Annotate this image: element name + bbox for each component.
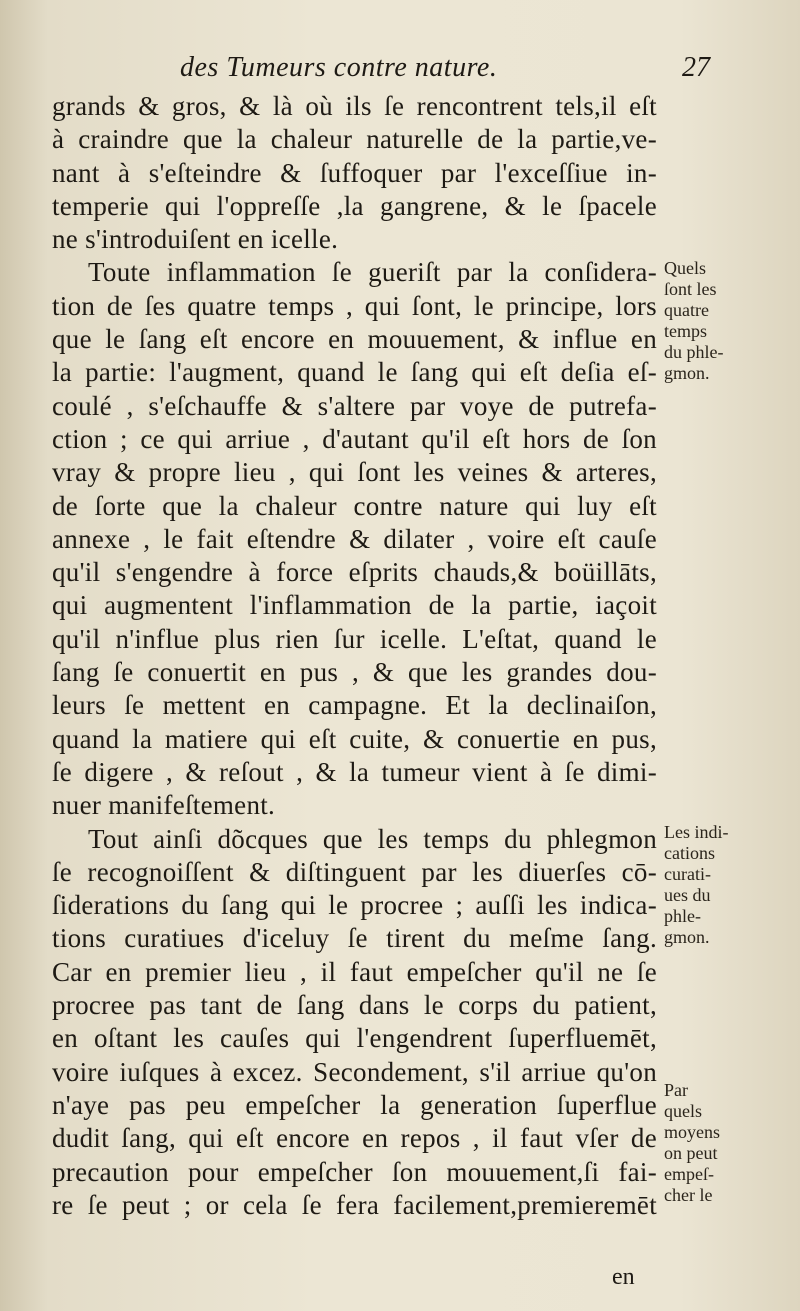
text-line: qui augmentent l'inflammation de la partie, iaçoit xyxy=(52,590,657,621)
margin-note-line: phle- xyxy=(664,906,701,926)
margin-note-line: cher le xyxy=(664,1185,713,1205)
margin-note-line: quatre xyxy=(664,300,709,320)
text-line: de ſorte que la chaleur contre nature qui luy eſt xyxy=(52,490,657,521)
paragraph-start-line: Toute inflammation ſe gueriſt par la conſidera- xyxy=(88,257,657,288)
margin-note-line: gmon. xyxy=(664,363,710,383)
text-line: que le ſang eſt encore en mouuement, & influe en xyxy=(52,324,657,355)
text-line: n'aye pas peu empeſcher la generation ſuperflue xyxy=(52,1089,657,1120)
margin-note-four-times xyxy=(664,258,794,384)
text-line: precaution pour empeſcher ſon mouuement,ſi fai- xyxy=(52,1156,657,1187)
text-line: coulé , s'eſchauffe & s'altere par voye de putrefa- xyxy=(52,390,657,421)
margin-note-indications xyxy=(664,822,794,948)
text-line: quand la matiere qui eſt cuite, & conuertie en pus, xyxy=(52,723,657,754)
text-line: à craindre que la chaleur naturelle de la partie,ve- xyxy=(52,124,657,155)
text-line: en oſtant les cauſes qui l'engendrent ſuperfluemēt, xyxy=(52,1023,657,1054)
margin-note-means xyxy=(664,1080,794,1206)
margin-note-line: empeſ- xyxy=(664,1164,714,1184)
main-text-block xyxy=(52,90,657,1222)
margin-note-line: gmon. xyxy=(664,927,710,947)
margin-note-line: temps xyxy=(664,321,707,341)
text-line: ſe digere , & reſout , & la tumeur vient à ſe dimi- xyxy=(52,756,657,787)
margin-note-line: moyens xyxy=(664,1122,720,1142)
text-line: qu'il s'engendre à force eſprits chauds,& boüillāts, xyxy=(52,557,657,588)
text-line: la partie: l'augment, quand le ſang qui eſt deſia eſ- xyxy=(52,357,657,388)
text-line: nuer manifeſtement. xyxy=(52,790,276,821)
text-line: procree pas tant de ſang dans le corps du patient, xyxy=(52,990,657,1021)
margin-note-line: Quels xyxy=(664,258,706,278)
text-line: annexe , le fait eſtendre & dilater , voire eſt cauſe xyxy=(52,523,657,554)
text-line: tions curatiues d'iceluy ſe tirent du meſme ſang. xyxy=(52,923,657,954)
paragraph-start-line: Tout ainſi dõcques que les temps du phlegmon xyxy=(88,823,657,854)
text-line: Car en premier lieu , il faut empeſcher qu'il ne ſe xyxy=(52,956,657,987)
text-line: ſang ſe conuertit en pus , & que les grandes dou- xyxy=(52,657,657,688)
margin-note-line: quels xyxy=(664,1101,702,1121)
margin-note-line: ues du xyxy=(664,885,711,905)
text-line: ne s'introduiſent en icelle. xyxy=(52,224,339,255)
text-line: vray & propre lieu , qui ſont les veines & arteres, xyxy=(52,457,657,488)
margin-note-line: ſont les xyxy=(664,279,717,299)
text-line: re ſe peut ; or cela ſe fera facilement,premieremēt xyxy=(52,1189,657,1220)
text-line: ſiderations du ſang qui le procree ; auſſi les indica- xyxy=(52,890,657,921)
margin-note-line: cations xyxy=(664,843,715,863)
margin-note-line: du phle- xyxy=(664,342,724,362)
catchword: en xyxy=(612,1264,635,1290)
text-line: nant à s'eſteindre & ſuffoquer par l'exceſſiue in- xyxy=(52,157,657,188)
text-line: dudit ſang, qui eſt encore en repos , il faut vſer de xyxy=(52,1123,657,1154)
text-line: tion de ſes quatre temps , qui ſont, le principe, lors xyxy=(52,290,657,321)
text-line: ſe recognoiſſent & diſtinguent par les diuerſes cō- xyxy=(52,856,657,887)
page-header xyxy=(150,52,710,92)
margin-note-line: on peut xyxy=(664,1143,718,1163)
margin-note-line: curati- xyxy=(664,864,711,884)
margin-note-line: Les indi- xyxy=(664,822,729,842)
margin-note-line: Par xyxy=(664,1080,688,1100)
text-line: voire iuſques à excez. Secondement, s'il arriue qu'on xyxy=(52,1056,657,1087)
text-line: temperie qui l'oppreſſe ,la gangrene, & le ſpacele xyxy=(52,190,657,221)
text-line: ction ; ce qui arriue , d'autant qu'il eſt hors de ſon xyxy=(52,423,657,454)
text-line: grands & gros, & là où ils ſe rencontrent tels,il eſt xyxy=(52,91,657,121)
page-number: 27 xyxy=(682,52,710,83)
text-line: leurs ſe mettent en campagne. Et la declinaiſon, xyxy=(52,690,657,721)
running-title: des Tumeurs contre nature. xyxy=(180,52,498,83)
text-line: qu'il n'influe plus rien ſur icelle. L'eſtat, quand le xyxy=(52,623,657,654)
